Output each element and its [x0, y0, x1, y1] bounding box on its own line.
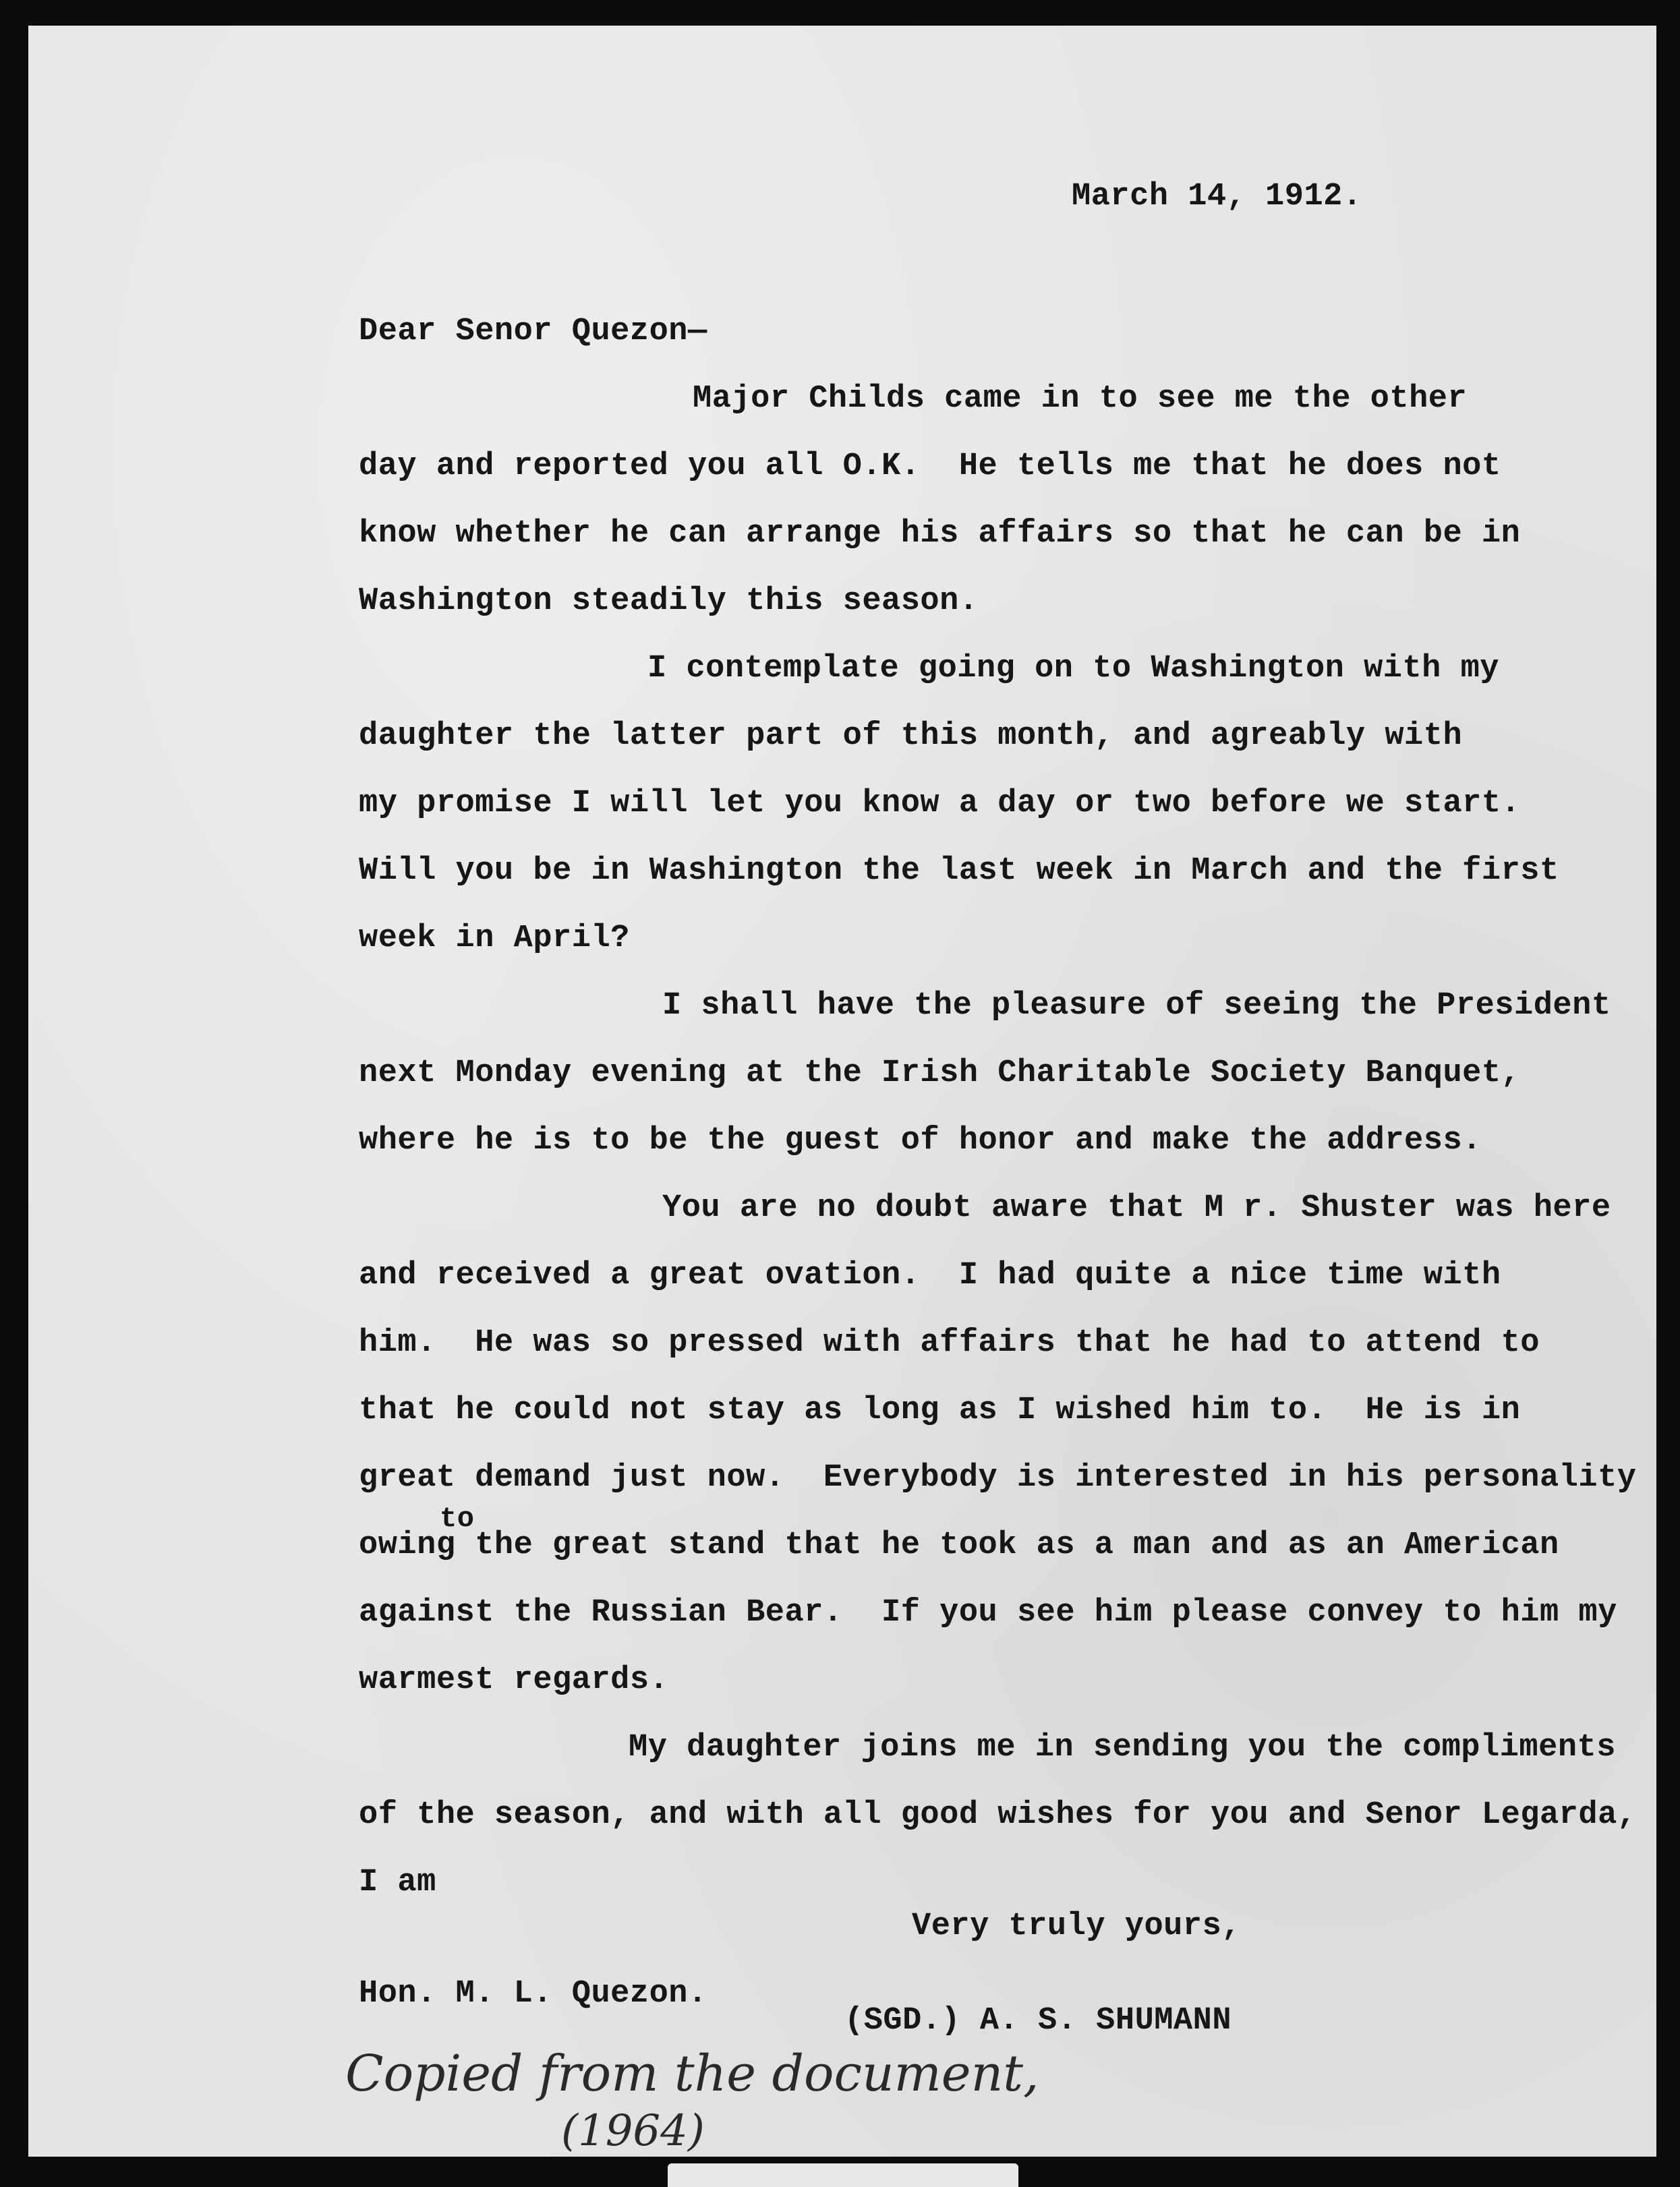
paragraph-2-line-2: daughter the latter part of this month, and agreably with: [359, 718, 1463, 754]
paragraph-2-line-1: I contemplate going on to Washington with my: [647, 651, 1500, 687]
paragraph-1-line-2: day and reported you all O.K. He tells me that he does not: [359, 448, 1501, 484]
handwritten-note-line-1: Copied from the document,: [345, 2045, 1039, 2103]
signature: (SGD.) A. S. SHUMANN: [844, 2003, 1232, 2039]
handwritten-note-line-2: (1964): [561, 2106, 705, 2156]
paragraph-4-line-8: warmest regards.: [359, 1662, 669, 1698]
paragraph-4-line-3: him. He was so pressed with affairs that he had to attend to: [359, 1325, 1540, 1361]
paragraph-2-line-5: week in April?: [359, 921, 630, 956]
paragraph-1-line-1: Major Childs came in to see me the other: [693, 381, 1468, 417]
paragraph-4-line-2: and received a great ovation. I had quite a nice time with: [359, 1258, 1501, 1293]
paragraph-3-line-3: where he is to be the guest of honor and make the address.: [359, 1123, 1482, 1159]
paragraph-4-line-5: great demand just now. Everybody is interested in his personality: [359, 1460, 1637, 1496]
paragraph-3-line-1: I shall have the pleasure of seeing the President: [662, 988, 1611, 1024]
salutation: Dear Senor Quezon—: [359, 314, 707, 349]
paragraph-3-line-2: next Monday evening at the Irish Charitable Society Banquet,: [359, 1055, 1521, 1091]
paragraph-1-line-4: Washington steadily this season.: [359, 583, 979, 619]
paragraph-5-line-3: I am: [359, 1865, 436, 1900]
scan-edge-tab: [668, 2163, 1018, 2187]
paragraph-4-line-1: You are no doubt aware that M r. Shuster was here: [662, 1190, 1611, 1226]
paragraph-1-line-3: know whether he can arrange his affairs so that he can be in: [359, 516, 1521, 552]
paragraph-4-line-4: that he could not stay as long as I wished him to. He is in: [359, 1393, 1521, 1428]
paragraph-4-line-6: owing the great stand that he took as a man and as an American: [359, 1527, 1559, 1563]
letter-page: [28, 26, 1656, 2157]
closing: Very truly yours,: [912, 1908, 1241, 1944]
letter-date: March 14, 1912.: [1072, 179, 1362, 214]
addressee: Hon. M. L. Quezon.: [359, 1976, 707, 2012]
interlinear-insert: to: [440, 1503, 475, 1535]
paragraph-4-line-7: against the Russian Bear. If you see him please convey to him my: [359, 1595, 1617, 1631]
paragraph-5-line-2: of the season, and with all good wishes for you and Senor Legarda,: [359, 1797, 1637, 1833]
paragraph-2-line-4: Will you be in Washington the last week in March and the first: [359, 853, 1559, 889]
paragraph-2-line-3: my promise I will let you know a day or two before we start.: [359, 786, 1521, 821]
paragraph-5-line-1: My daughter joins me in sending you the compliments: [629, 1730, 1616, 1766]
